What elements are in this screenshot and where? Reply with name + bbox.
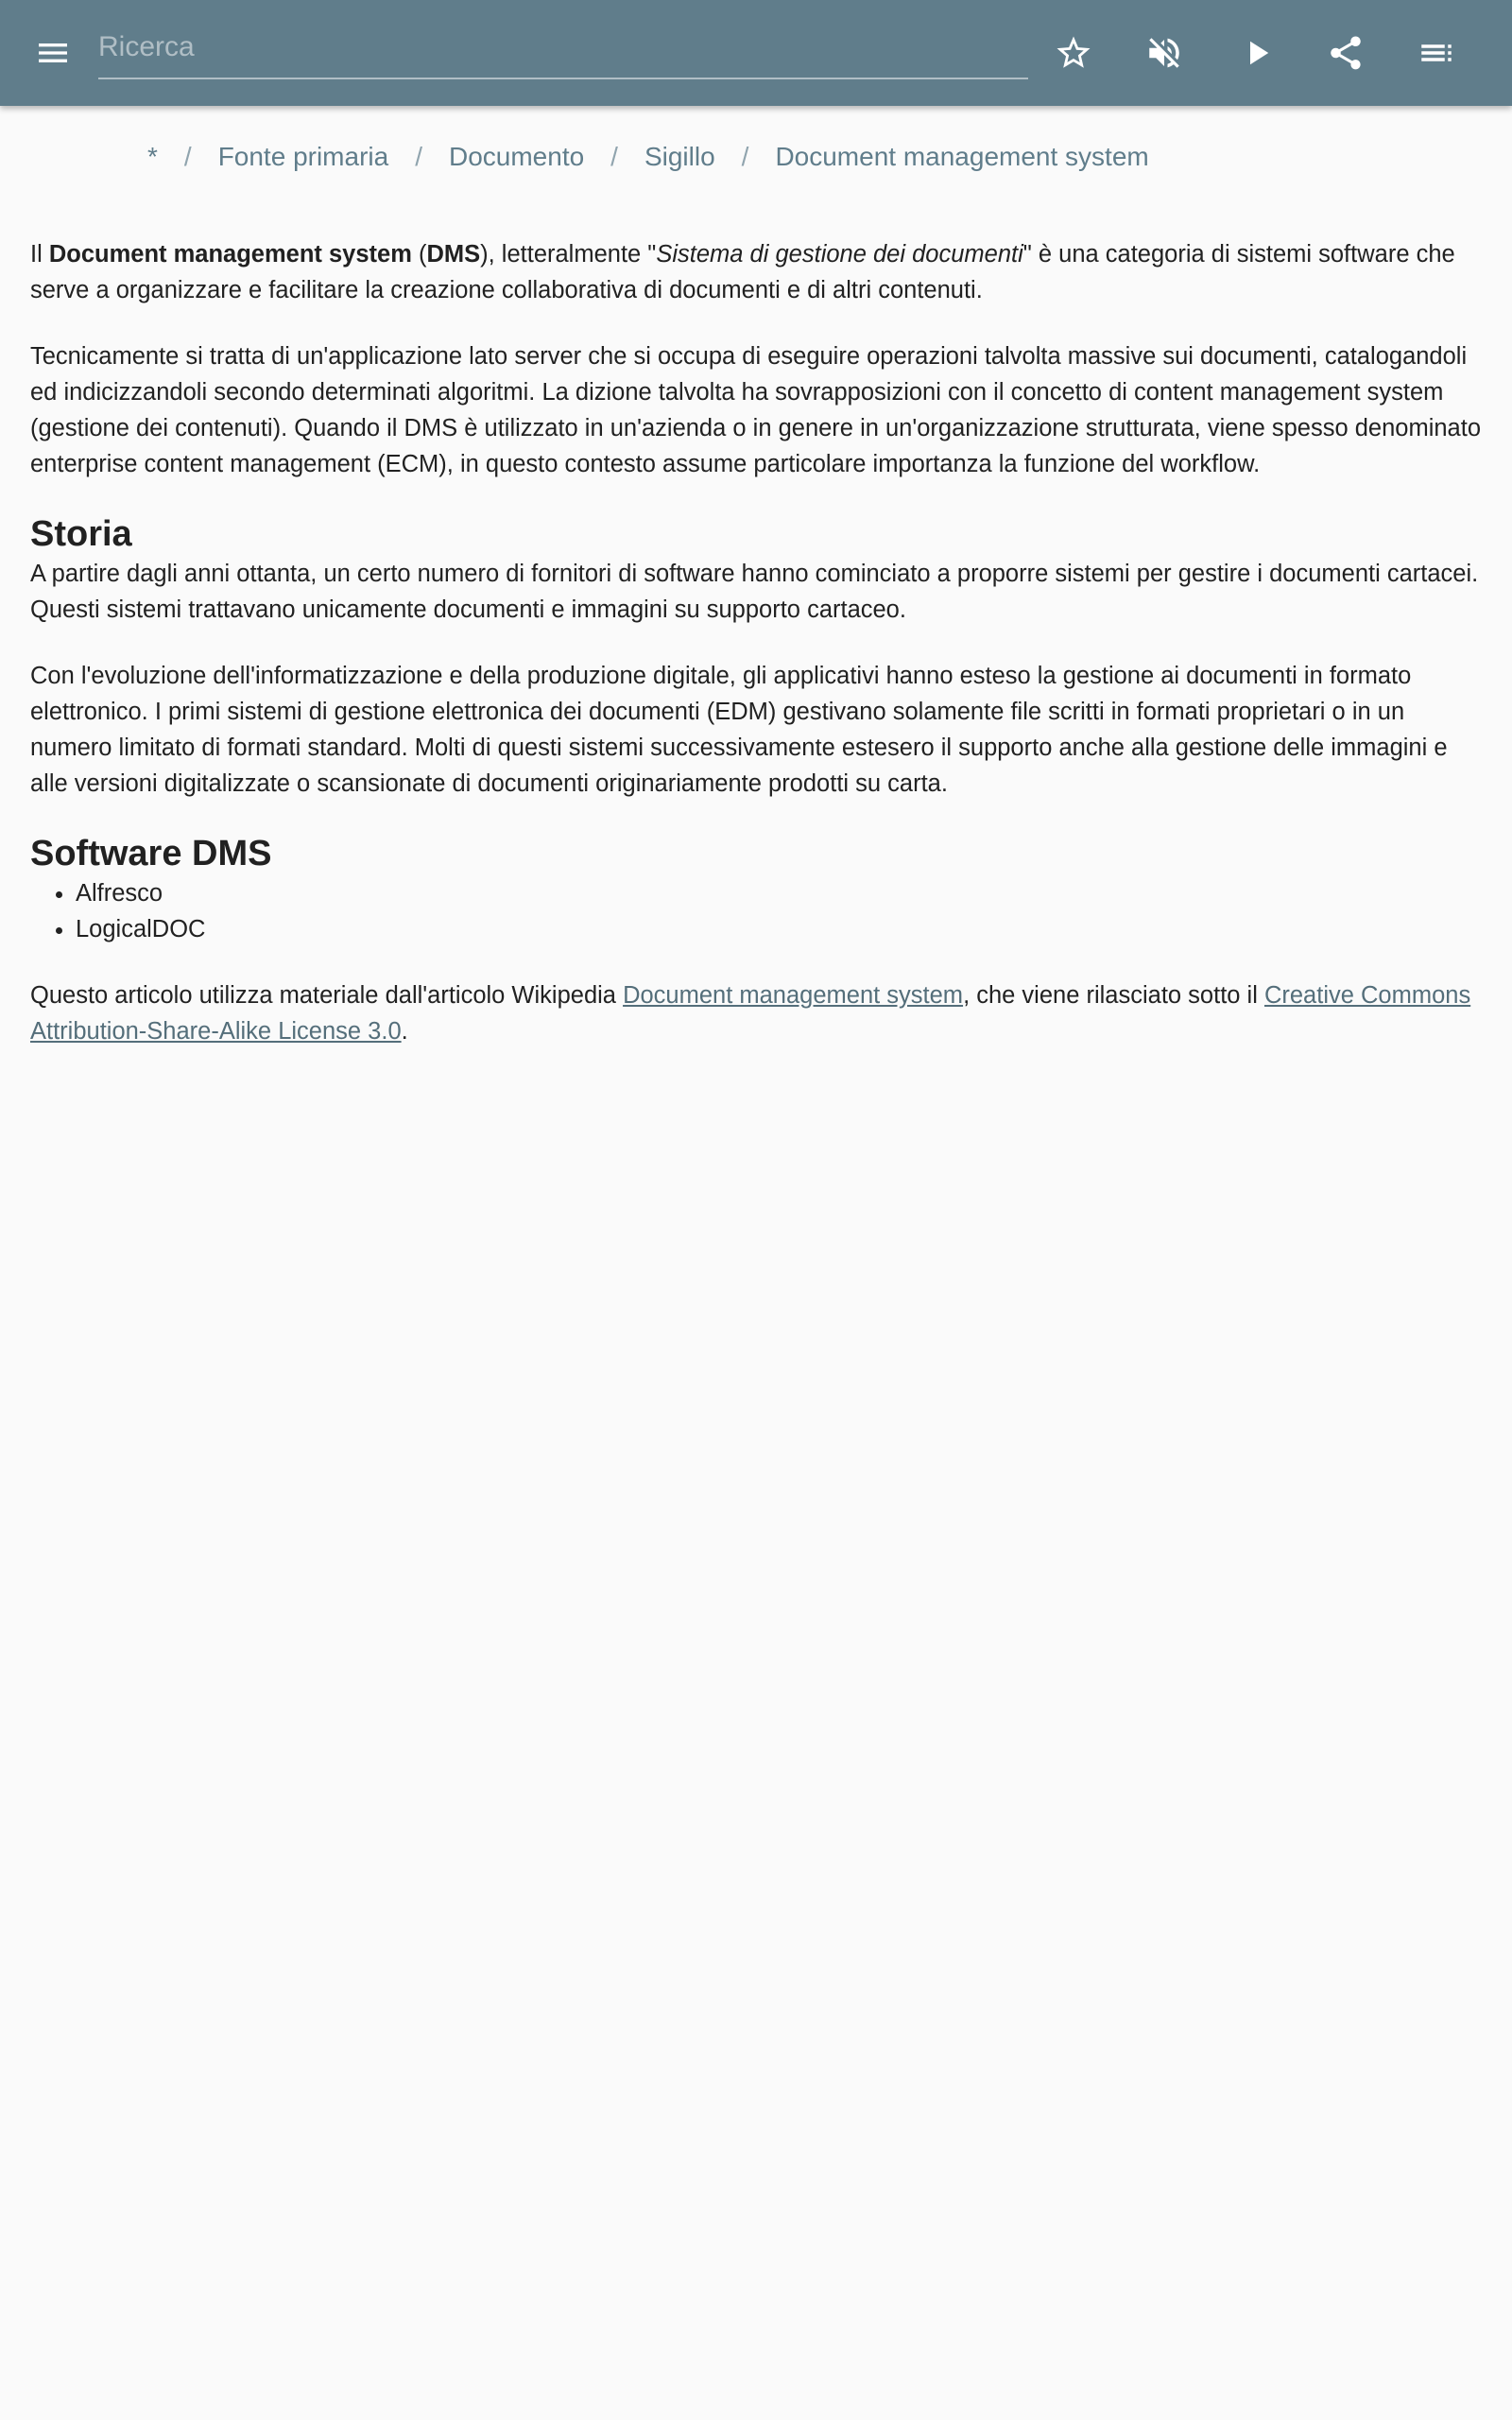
list-item: • LogicalDOC: [76, 911, 1486, 947]
license-text: , che viene rilasciato sotto il: [963, 982, 1264, 1009]
breadcrumb-item-document-management-system[interactable]: Document management system: [775, 142, 1149, 171]
breadcrumb-item-fonte-primaria[interactable]: Fonte primaria: [217, 142, 389, 171]
breadcrumb-separator: /: [610, 142, 618, 171]
play-button[interactable]: [1228, 25, 1285, 81]
share-icon: [1326, 33, 1366, 73]
license-paragraph: [30, 977, 1486, 1049]
article-term: Document management system: [48, 241, 412, 268]
breadcrumb-item-documento[interactable]: Documento: [448, 142, 585, 171]
star-outline-icon: [1054, 33, 1093, 73]
section-heading-storia: Storia: [30, 514, 132, 554]
play-icon: [1237, 33, 1277, 73]
volume-off-icon: [1144, 33, 1184, 73]
menu-icon: [34, 34, 72, 72]
menu-button[interactable]: [26, 25, 79, 81]
section-heading-software-dms: Software DMS: [30, 834, 272, 873]
breadcrumb-separator: /: [741, 142, 749, 171]
app-bar: [0, 0, 1512, 106]
breadcrumb-separator: /: [183, 142, 192, 171]
list-item: • Alfresco: [76, 875, 1486, 911]
intro-text: " è una categoria di sistemi software che serve a organizzare e facilitare la creazione collaborativa di documenti e di altri contenuti.: [30, 241, 1455, 303]
breadcrumb: [147, 138, 1149, 176]
storia-paragraph-2: Con l'evoluzione dell'informatizzazione e della produzione digitale, gli applicativi hanno esteso la gestione ai documenti in formato elettronico. I primi sistemi di gestione elettronica dei documenti (EDM) gestivano solamente file scritti in formati proprietari o in un numero limitato di formati standard. Molti di questi sistemi successivamente estesero il supporto anche alla gestione delle immagini e alle versioni digitalizzate o scansionate di documenti originariamente prodotti su carta.: [30, 663, 1448, 797]
playlist-icon: [1417, 33, 1456, 73]
intro-text: (: [411, 241, 427, 268]
mute-button[interactable]: [1136, 25, 1193, 81]
playlist-button[interactable]: [1408, 25, 1465, 81]
license-link[interactable]: Creative Commons Attribution-Share-Alike License 3.0: [30, 982, 1471, 1045]
article-acronym: DMS: [426, 241, 481, 268]
breadcrumb-item-sigillo[interactable]: Sigillo: [644, 142, 715, 171]
storia-paragraph-1: A partire dagli anni ottanta, un certo numero di fornitori di software hanno cominciato a proporre sistemi per gestire i documenti cartacei. Questi sistemi trattavano unicamente documenti e immagini su supporto cartaceo.: [30, 561, 1479, 623]
intro-paragraph: [30, 236, 1486, 308]
share-button[interactable]: [1317, 25, 1374, 81]
favorite-button[interactable]: [1045, 25, 1102, 81]
wikipedia-article-link[interactable]: Document management system: [623, 982, 964, 1009]
article-content: [30, 236, 1486, 1080]
search-input[interactable]: [98, 21, 1028, 74]
article-translation: Sistema di gestione dei documenti: [656, 241, 1023, 268]
intro-text: ), letteralmente ": [480, 241, 657, 268]
intro-paragraph-2: Tecnicamente si tratta di un'applicazione lato server che si occupa di eseguire operazioni talvolta massive sui documenti, catalogandoli ed indicizzandoli secondo determinati algoritmi. La dizione talvolta ha sovrapposizioni con il concetto di content management system (gestione dei contenuti). Quando il DMS è utilizzato in un'azienda o in genere in un'organizzazione strutturata, viene spesso denominato enterprise content management (ECM), in questo contesto assume particolare importanza la funzione del workflow.: [30, 343, 1482, 477]
breadcrumb-home[interactable]: *: [147, 142, 158, 171]
license-text: Questo articolo utilizza materiale dall'articolo Wikipedia: [30, 982, 624, 1009]
intro-text: Il: [30, 241, 49, 268]
license-text: .: [401, 1018, 408, 1045]
search-field: [98, 21, 1028, 79]
software-list: [30, 875, 1486, 947]
breadcrumb-separator: /: [415, 142, 422, 171]
